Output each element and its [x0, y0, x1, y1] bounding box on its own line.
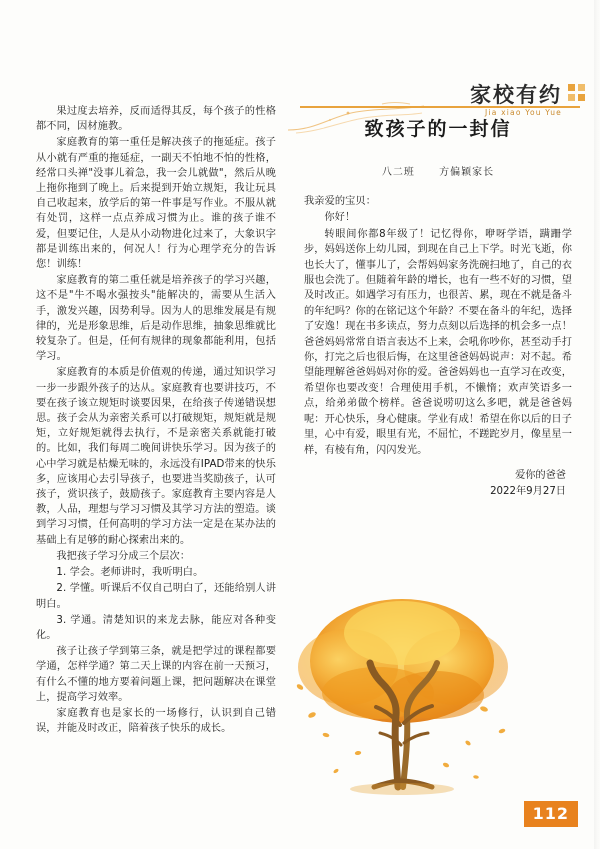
decor-square	[578, 94, 585, 101]
decor-square	[568, 94, 575, 101]
page-edge-shadow	[594, 0, 600, 849]
article-paragraph: 孩子让孩子学到第三条，就是把学过的课程都要学通，怎样学通？第二天上课的内容在前一天预习，有什么不懂的地方要着问题上课，把问题解决在课堂上，提高学习效率。	[36, 646, 276, 703]
decor-square	[578, 84, 585, 91]
article-paragraph: 家庭教育的第二重任就是培养孩子的学习兴趣，这不是"牛不喝水强按头"能解决的，需要从生活入手，激发兴趣，因势利导。因为人的思维发展是有规律的，光是形象思维，后是动作思维，抽象思维就比较复杂了。但是，任何有规律的现象都能利用，包括学习。	[36, 275, 276, 363]
article-list-item: 2. 学懂。听课后不仅自己明白了，还能给别人讲明白。	[36, 583, 276, 610]
signature-date: 2022年9月27日	[490, 485, 566, 497]
article-paragraph: 家庭教育的第一重任是解决孩子的拖延症。孩子从小就有严重的拖延症，一副天不怕地不怕的性格，经常口头禅"没事儿着急，我一会儿就做"，然后从晚上拖你拖到了晚上。后来提到开始立规矩，我让玩具自己收起来，放学后的第一件事是写作业。不服从就有处罚，这样一点点养成习惯为止。谁的孩子谁不爱，但要记住，人是从小动物进化过来了，大象识字都是训练出来的，何况人！行为心理学充分的告诉您！训练！	[36, 137, 276, 271]
left-column-article	[36, 104, 276, 737]
letter-greeting: 你好！	[324, 212, 356, 224]
right-column-letter	[304, 104, 572, 500]
page-number-badge: 112	[524, 801, 578, 827]
article-list-item: 3. 学通。清楚知识的来龙去脉，能应对各种变化。	[36, 614, 276, 641]
letter-byline-class: 八二班	[381, 167, 415, 178]
article-list-item: 1. 学会。老师讲时，我听明白。	[56, 567, 204, 579]
letter-title: 致孩子的一封信	[364, 118, 512, 140]
page-content	[36, 104, 570, 809]
letter-salutation: 我亲爱的宝贝：	[304, 196, 377, 207]
header-title: 家校有约	[470, 82, 562, 107]
letter-paragraph: 转眼间你都8年级了！记忆得你，咿呀学语，蹒跚学步，妈妈送你上幼儿园，到现在自己上下学。时光飞逝，你也长大了，懂事儿了，会帮妈妈家务洗碗扫地了，自己的衣服也会洗了。但随着年龄的增长，也有一些不好的习惯，望及时改正。如遇学习有压力，也很苦、累，现在不就是备斗的年纪吗？你的在铭记这个年龄？不要在备斗的年纪，选择了安逸！现在书多读点，努力点刻以后选择的机会多一点！爸爸妈妈常常自语言表达不上来，会吼你吵你，甚至动手打你，打完之后也很后悔，在这里爸爸妈妈说声：对不起。希望能理解爸爸妈妈对你的爱。爸爸妈妈也一直学习在改变，希望你也要改变！合理使用手机，不懒惰；欢声笑语多一点，给弟弟做个榜样。爸爸说唠叨这么多吧，就是爸爸妈呢：开心快乐，身心健康。学业有成！希望在你以后的日子里，心中有爱，眼里有光，不屈忙，不蹉跎岁月，像星星一样，有棱有角，闪闪发光。	[304, 228, 572, 456]
letter-body	[304, 194, 572, 458]
article-paragraph: 果过度去培养，反而适得其反，每个孩子的性格都不同，因材施教。	[36, 106, 276, 133]
header-subtitle: Jia xiao You Yue	[485, 108, 562, 117]
page-header	[0, 44, 600, 117]
decor-square	[568, 84, 575, 91]
article-paragraph: 我把孩子学习分成三个层次：	[56, 550, 191, 562]
article-paragraph: 家庭教育也是家长的一场修行，认识到自己错误，并能及时改正，陪着孩子快乐的成长。	[36, 707, 276, 735]
article-paragraph: 家庭教育的本质是价值观的传递，通过知识学习一步一步跟外孩子的达从。家庭教育也要讲技巧，不要在孩子该立规矩时谈要因果，在给孩子传递错误想思。孩子会从为亲密关系可以打破规矩，规矩就是规矩，立好规矩就得去执行，不是亲密关系就能打破的。比如，我们每周二晚间讲快乐学习。因为孩子的心中学习就是枯燥无味的，永远没有IPAD带来的快乐多，应该用心去引导孩子，也要进当奖励孩子，认可孩子，赏识孩子，鼓励孩子。家庭教育主要内容是人教，人品，理想与学习习惯及其学习方法的塑造。谈到学习习惯，任何高明的学习方法一定是在某办法的基础上有足够的耐心探索出来的。	[36, 367, 276, 546]
letter-byline-author: 方偏颖家长	[439, 167, 495, 178]
signature-name: 爱你的爸爸	[515, 469, 566, 481]
letter-signature	[304, 468, 572, 500]
letter-byline	[304, 163, 572, 178]
